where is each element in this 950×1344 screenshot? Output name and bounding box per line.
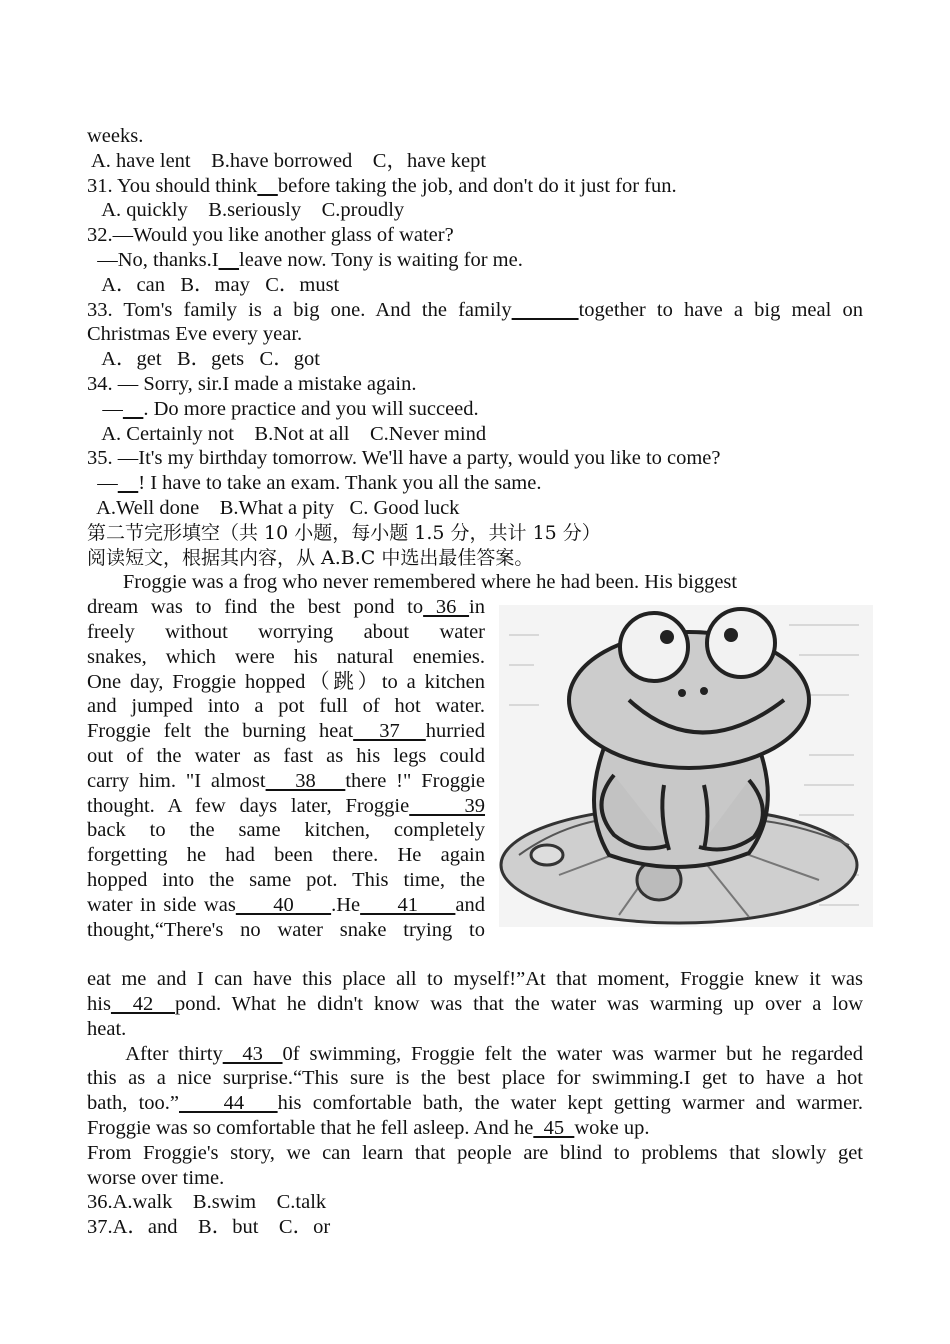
text-run: water in side was <box>87 893 236 916</box>
blank-39: 39 <box>409 794 486 817</box>
q32-post: leave now. Tony is waiting for me. <box>239 248 523 271</box>
blank-41: 41 <box>360 893 456 916</box>
q33-post: together to have a big meal on <box>578 298 863 321</box>
q34-line1: 34. — Sorry, sir.I made a mistake again. <box>87 372 417 395</box>
passage-col-line: One day, Froggie hopped（跳）to a kitchen <box>87 670 485 693</box>
passage-col-line <box>87 794 485 819</box>
q35-post: ! I have to take an exam. Thank you all the same. <box>138 472 542 495</box>
text-run: there !" Froggie <box>345 769 486 792</box>
passage-column <box>87 595 485 942</box>
q31-options: A. quickly B.seriously C.proudly <box>87 199 405 222</box>
passage-col-line: snakes, which were his natural enemies. <box>87 645 485 668</box>
q33-line2: Christmas Eve every year. <box>87 323 303 346</box>
text-run: pond. What he didn't know was that the water was warming up over a low <box>174 992 863 1015</box>
q35-options: A.Well done B.What a pity C. Good luck <box>87 496 460 519</box>
section2-title: 第二节完形填空（共 10 小题，每小题 1.5 分，共计 15 分） <box>87 521 601 544</box>
frog-on-lily-pad-illustration <box>499 605 873 927</box>
passage-col-line: thought,“There's no water snake trying to <box>87 918 485 941</box>
text-run: After thirty <box>87 1042 223 1065</box>
q31-post: before taking the job, and don't do it just for fun. <box>277 174 677 197</box>
text-run: woke up. <box>574 1116 650 1139</box>
passage-line: worse over time. <box>87 1166 225 1189</box>
passage-with-figure <box>87 595 863 967</box>
q32-options: A．can B．may C．must <box>87 273 340 296</box>
q36-options: 36.A.walk B.swim C.talk <box>87 1191 327 1214</box>
q31-blank <box>257 175 278 197</box>
blank-37: 37 <box>353 720 426 743</box>
q32-pre: —No, thanks.I <box>87 248 219 271</box>
text-run: hurried <box>425 720 485 743</box>
q33-options: A．get B．gets C．got <box>87 348 320 371</box>
text-run: 0f swimming, Froggie felt the water was warmer but he regarded <box>282 1042 863 1065</box>
q34-options: A. Certainly not B.Not at all C.Never mind <box>87 422 487 445</box>
q37-options: 37.A．and B．but C．or <box>87 1216 331 1239</box>
passage-line: this as a nice surprise.“This sure is the best place for swimming.I get to have a hot <box>87 1067 863 1090</box>
section2-instructions: 阅读短文，根据其内容，从 A.B.C 中选出最佳答案。 <box>87 546 534 569</box>
q31-stem <box>87 174 863 199</box>
blank-44: 44 <box>179 1092 278 1115</box>
text-run: dream was to find the best pond to <box>87 596 424 619</box>
text-run: bath, too.” <box>87 1092 179 1115</box>
text-run: thought. A few days later, Froggie <box>87 794 410 817</box>
passage-line: heat. <box>87 1017 127 1040</box>
q32-line1: 32.—Would you like another glass of water? <box>87 224 454 247</box>
q32-line2 <box>87 248 863 273</box>
passage-line: From Froggie's story, we can learn that people are blind to problems that slowly get <box>87 1141 863 1164</box>
q35-blank <box>118 472 139 494</box>
q34-post: . Do more practice and you will succeed. <box>143 397 479 420</box>
q33-pre: 33. Tom's family is a big one. And the family <box>87 298 512 321</box>
blank-40: 40 <box>235 893 332 916</box>
q31-pre: 31. You should think <box>87 174 258 197</box>
text-run: and <box>455 893 486 916</box>
q34-pre: — <box>87 397 123 420</box>
passage-col-line <box>87 769 485 794</box>
passage-line <box>87 1091 863 1116</box>
q33-blank <box>512 299 579 321</box>
blank-36: 36 <box>423 596 470 619</box>
passage-col-line: out of the water as fast as his legs could <box>87 744 485 767</box>
q30-tail: weeks. <box>87 125 144 147</box>
passage-col-line: hopped into the same pot. This time, the <box>87 868 485 891</box>
passage-col-line: back to the same kitchen, completely <box>87 819 485 842</box>
text-run: his comfortable bath, the water kept getting warmer and warmer. <box>277 1092 863 1115</box>
q30-options: A. have lent B.have borrowed C，have kept <box>87 149 487 172</box>
text-run: .He <box>331 893 361 916</box>
blank-38: 38 <box>265 769 346 792</box>
q35-line2 <box>87 471 863 496</box>
exam-page <box>87 124 863 1240</box>
passage-line <box>87 1042 863 1067</box>
blank-43: 43 <box>222 1042 283 1065</box>
passage-line <box>87 1116 863 1141</box>
q35-line1: 35. —It's my birthday tomorrow. We'll have a party, would you like to come? <box>87 447 721 470</box>
text-run: his <box>87 992 111 1015</box>
q32-blank <box>219 249 240 271</box>
passage-col-line: and jumped into a pot full of hot water. <box>87 695 485 718</box>
passage-col-line: freely without worrying about water <box>87 620 485 643</box>
passage-line <box>87 992 863 1017</box>
text-run: Froggie felt the burning heat <box>87 720 354 743</box>
text-run: Froggie was so comfortable that he fell asleep. And he <box>87 1116 534 1139</box>
q34-line2 <box>87 397 863 422</box>
q34-blank <box>123 398 144 420</box>
passage-col-line <box>87 719 485 744</box>
passage-col-line <box>87 595 485 620</box>
blank-42: 42 <box>110 992 175 1015</box>
text-run: in <box>469 596 485 619</box>
q33-line1 <box>87 298 863 323</box>
passage-col-line <box>87 893 485 918</box>
text-run: carry him. "I almost <box>87 769 266 792</box>
passage-line: eat me and I can have this place all to myself!”At that moment, Froggie knew it was <box>87 968 863 991</box>
blank-45: 45 <box>533 1116 575 1139</box>
passage-col-line: forgetting he had been there. He again <box>87 844 485 867</box>
passage-first-line: Froggie was a frog who never remembered where he had been. His biggest <box>87 571 738 594</box>
q35-pre: — <box>87 472 118 495</box>
